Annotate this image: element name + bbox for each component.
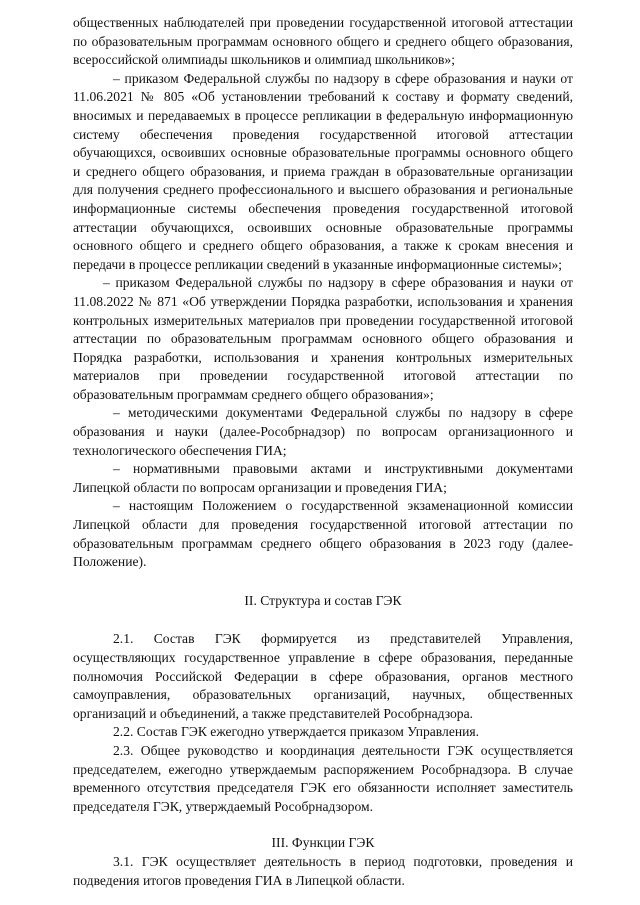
paragraph-this-regulation: – настоящим Положением о государственной экзаменационной комиссии Липецкой области для проведения государственной итоговой аттестации по образовательным программам среднего общего образования в 2023 году (далее-Положение). bbox=[73, 498, 573, 570]
paragraph-3-1: 3.1. ГЭК осуществляет деятельность в период подготовки, проведения и подведения итогов проведения ГИА в Липецкой области. bbox=[73, 853, 573, 888]
spacer bbox=[73, 816, 573, 834]
paragraph-order-871: – приказом Федеральной службы по надзору в сфере образования и науки от 11.08.2022 № 871 «Об утверждении Порядка разработки, использования и хранения контрольных измерительных материалов при проведении государственной итоговой аттестации по образовательным программам основного общего образования и Порядка разработки, использования и хранения контрольных измерительных материалов при проведении государственной итоговой аттестации по образовательным программам среднего общего образования»; bbox=[73, 275, 573, 402]
paragraph-2-2: 2.2. Состав ГЭК ежегодно утверждается приказом Управления. bbox=[113, 724, 480, 740]
paragraph-observers-continuation: общественных наблюдателей при проведении государственной итоговой аттестации по образовательным программам основного общего и среднего общего образования, всероссийской олимпиады школьников и олимпиад школьников»; bbox=[73, 15, 573, 68]
paragraph-2-1: 2.1. Состав ГЭК формируется из представителей Управления, осуществляющих государственное управление в сфере образования, переданные полномочия Российской Федерации в сфере образования, органов местного самоуправления, образовательных организаций, научных, общественных организаций и объединений, а также представителей Рособрнадзора. bbox=[73, 631, 573, 721]
document-page bbox=[73, 14, 573, 890]
spacer bbox=[73, 610, 573, 630]
paragraph-regional-acts: – нормативными правовыми актами и инструктивными документами Липецкой области по вопросам организации и проведения ГИА; bbox=[73, 461, 573, 495]
section-heading-structure: II. Структура и состав ГЭК bbox=[244, 592, 402, 608]
paragraph-2-3: 2.3. Общее руководство и координация деятельности ГЭК осуществляется председателем, ежегодно утверждаемым распоряжением Рособрнадзора. В случае временного отсутствия председателя ГЭК его обязанности исполняет заместитель председателя ГЭК, утверждаемый Рособрнадзором. bbox=[73, 742, 573, 814]
paragraph-methodical-documents: – методическими документами Федеральной службы по надзору в сфере образования и науки (далее-Рособрнадзор) по вопросам организационного и технологического обеспечения ГИА; bbox=[73, 405, 573, 458]
section-heading-functions: III. Функции ГЭК bbox=[271, 835, 375, 851]
spacer bbox=[73, 572, 573, 592]
paragraph-order-805: – приказом Федеральной службы по надзору в сфере образования и науки от 11.06.2021 № 805 «Об установлении требований к составу и формату сведений, вносимых и передаваемых в процессе репликации в федеральную информационную систему обеспечения проведения государственной итоговой аттестации обучающихся, освоивших основные образовательные программы основного общего и среднего общего образования, и приема граждан в образовательные организации для получения среднего профессионального и высшего образования и региональные информационные системы обеспечения проведения государственной итоговой аттестации обучающихся, освоивших основные образовательные программы основного общего и среднего общего образования, а также к срокам внесения и передачи в процессе репликации сведений в указанные информационные системы»; bbox=[73, 70, 573, 272]
